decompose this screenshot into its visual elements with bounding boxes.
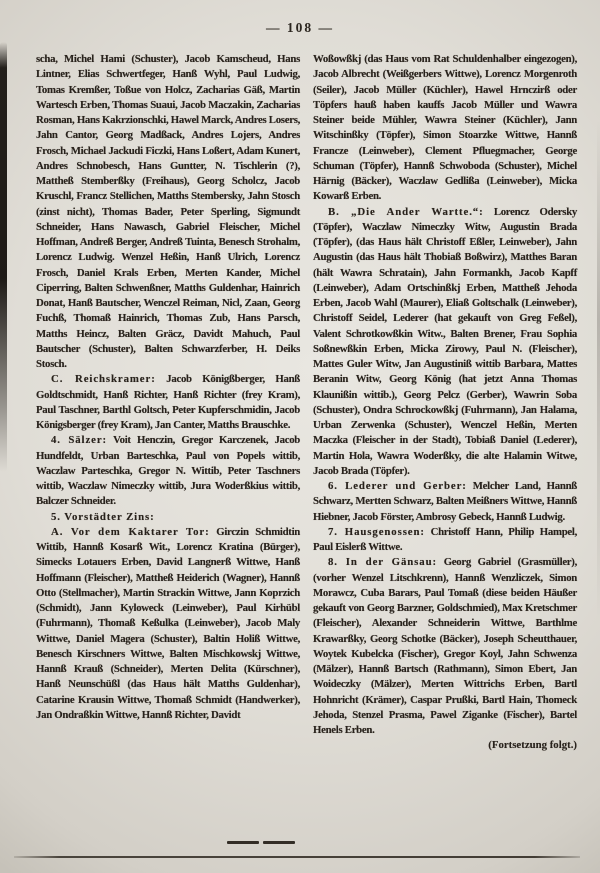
paragraph-saelzer — [36, 433, 300, 509]
section-label: 6. Lederer und Gerber: — [328, 480, 467, 492]
paragraph-reichskramer — [36, 372, 300, 433]
paragraph-continuation — [313, 52, 577, 205]
paragraph-continuation — [36, 52, 300, 372]
text-columns — [36, 52, 577, 754]
paragraph-text: Jacob Königßberger, Hanß Goldtschmidt, Hanß Richter, Hanß Richter (frey Kram), Paul Taschner, Barthl Goltsch, Peter Kupferschmidin, Jacob Königsberger (frey Kram), Jan Canter, Matths Brauschke. — [36, 373, 301, 431]
page-number: — 108 — — [266, 20, 334, 35]
section-label: 7. Hausgenossen: — [328, 525, 425, 538]
continuation-note: (Fortsetzung folgt.) — [488, 739, 577, 752]
paragraph-text: Lorencz Odersky (Töpfer), Waczlaw Nimeczky Witw, Augustin Brada (Töpfer), (das Haus hält Christoff Eßler, Leinweber), Jahn Augustin (das Haus hält Thobiaß Boßwirz), Matthes Baran (hält Wawra Schratain), Jahn Formankh, Jacob Kapff (Leinweber), Adam Ortschinßkj Erben, Mattheß Jehoda Erben, Jacob Wahl (Maurer), Eliaß Goltschalk (Leinweber), Christoff Seidel, Lederer (hat gekauft von Greg Feßel), Valent Schrotkowßkin Witw., Balten Brener, Frau Sophia Soßnewßkin Erben, Micka Zirowy, Paul N. (Fleischer), Mattes Guler Witw, Jan Augustiniß wittib Barbara, Mattes Beranin Witw, Georg König (hat jetzt Anna Thomas Klaunißin wittib.), Georg Pelcz (Gerber), Wawrin Soba (Schuster), Ondra Schrockowßkj (Fuhrmann), Jan Halama, Urban Zerwenka (Schuster), Wenczel Heßin, Merten Maczka (Fleischer in der Stadt), Tobiaß Daniel (Lederer), Martin Hola, Wawra Woderßky, die alte Halamin Witwe, Jacob Brada (Töpfer). — [313, 205, 577, 477]
paragraph-gaensau — [313, 555, 577, 738]
paragraph-ander-wartte — [313, 205, 577, 480]
paragraph-text: Georg Gabriel (Grasmüller), (vorher Wenzel Litschkrenn), Hannß Wenzliczek, Simon Morawcz, Cuba Barars, Paul Tomaß (diese beiden Häußer gekauft von Georg Barzner, Goldschmied), Max Kretschmer (Fleischer), Alexander Schneiderin Wittwe, Barthlme Krawarßky, Georg Schotke (Bäcker), Joseph Scheutthauer, Woytek Kubelcka (Fischer), Gregor Koyl, Jahn Schwenza (Mälzer), Hannß Bartsch (Rathmann), Simon Ebert, Jan Woideczky (Mälzer), Merten Wittrichs Erben, Bartl Hohnricht (Krämer), Caspar Prußki, Bartl Hain, Thomeck Jehoda, Stenzel Prasma, Pawel Ziganke (Fischer), Bartel Henels Erben. — [313, 556, 577, 736]
paragraph-vorstaedter-zins — [36, 510, 300, 525]
section-label: 4. Sälzer: — [51, 434, 108, 447]
rule-dash — [263, 841, 295, 844]
end-of-article-rule — [227, 841, 295, 844]
rule-dash — [227, 841, 259, 844]
paragraph-text: Christoff Hann, Philip Hampel, Paul Eislerß Wittwe. — [313, 525, 577, 553]
paragraph-hausgenossen — [313, 525, 577, 556]
paragraph-text: Girczin Schmidtin Wittib, Hannß Kosarß Wit., Lorencz Kratina (Bürger), Simecks Lotauers Erben, David Langnerß Wittwe, Hanß Hoffmann (Fleischer), Mattheß Heiderich (Wagner), Hannß Otto (Stellmacher), Martin Strackin Wittwe, Jann Koprzich (Schmidt), Jann Kyloweck (Leinweber), Paul Kirhübl (Fuhrmann), Thomaß Keßulka (Leinweber), Jacob Maly Wittwe, Daniel Magera (Schuster), Baltin Holiß Wittwe, Benesch Kirschners Wittwe, Balten Mischkowskj Wittwe, Hannß Krauß (Schneider), Merten Delita (Kürschner), Hanß Neunschüßl (das Haus hält Matths Guldenhar), Catarine Krausin Wittwe, Thomaß Schmidt (Handwerker), Jan Ondraßkin Wittwe, Hannß Richter, Davidt — [36, 525, 300, 721]
section-label: 5. Vorstädter Zins: — [51, 510, 155, 523]
left-column — [36, 52, 300, 754]
section-label: B. „Die Ander Wartte.“: — [328, 205, 484, 218]
section-label: C. Reichskramer: — [51, 373, 156, 386]
scan-edge-bottom-rule — [14, 856, 580, 858]
section-label: 8. In der Gänsau: — [328, 556, 437, 569]
paragraph-text: scha, Michel Hami (Schuster), Jacob Kamscheud, Hans Lintner, Elias Schwertfeger, Hanß Wyhl, Paul Ludwig, Tomas Kremßer, Toßue von Holcz, Zacharias Gäß, Martin Wartesch Erben, Thomas Suaui, Jacob Maczakin, Zacharias Rosman, Hans Kakrzionschki, Hawel Marck, Andres Losers, Jahn Cantor, Georg Madßack, Andres Lojers, Andres Frosch, Michael Jackudi Ficzki, Hans Loßert, Adam Kunert, Andres Schnobesch, Hans Guntter, N. Tischlerin (?), Mattheß Stemberßky (Freihaus), Georg Scholcz, Jacob Kruschl, Francz Stellichen, Matths Stembersky, Jahn Stosch (zinst nicht), Thomas Bader, Peter Sperling, Sigmundt Schneider, Hans Nawasch, Gabriel Fleischer, Michel Hoffman, Andreß Berger, Andreß Tuinta, Benesch Strohalm, Lorencz Ludwig. Wenzel Heßin, Hanß Ulrich, Lorencz Frosch, Daniel Krals Erben, Merten Kander, Michel Ciperring, Balten Schwenßner, Matths Guldenhar, Hainrich Donat, Hanß Bautscher, Wenczel Reiman, Nicl, Zaan, Georg Fuchß, Thomaß Hainrich, Thomas Zub, Hans Parsch, Matths Heincz, Balten Gräcz, Davidt Mahuch, Paul Bautscher (Schuster), Balten Schwarzferber, H. Deiks Stosch. — [36, 53, 300, 370]
paragraph-text: Voit Henczin, Gregor Karczenek, Jacob Hundfeldt, Urban Barteschka, Paul von Popels wittib, Waczlaw Parteschka, Gregor N. Wittib, Peter Taschners wittib, Waczlaw Nimeczky wittib, Jura Woderßkius wittib, Balczer Schneider. — [36, 434, 300, 508]
scan-edge-left-artifact — [0, 42, 7, 472]
paragraph-text: Woßowßkj (das Haus vom Rat Schuldenhalber eingezogen), Jacob Albrecht (Weißgerbers Wittwe), Lorencz Morgenroth (Seiler), Jacob Müller (Küchler), Hawel Hrnczirß oder Töpfers hauß haben kauffs Jacob Müller und Wawra Steiner beide Mühler, Wawra Steiner (Küchler), Jann Witschinßky (Töpfer), Simon Stoarzke Wittwe, Hannß Francze (Leinweber), Clement Pfluegmacher, George Schuman (Töpfer), Hannß Schwoboda (Schuster), Michel Härnig (Bäcker), Waczlaw Gedlißa (Leinweber), Micka Kowarß Erben. — [313, 53, 577, 203]
section-label: A. Vor dem Kaktarer Tor: — [51, 525, 210, 538]
paragraph-text: Melcher Land, Hannß Schwarz, Mertten Schwarz, Balten Meißners Wittwe, Hannß Hiebner, Jacob Förster, Ambrosy Gebeck, Hannß Ludwig. — [313, 480, 577, 523]
paragraph-lederer-gerber — [313, 479, 577, 525]
paragraph-kaktarer-tor — [36, 525, 300, 723]
right-column — [313, 52, 577, 754]
